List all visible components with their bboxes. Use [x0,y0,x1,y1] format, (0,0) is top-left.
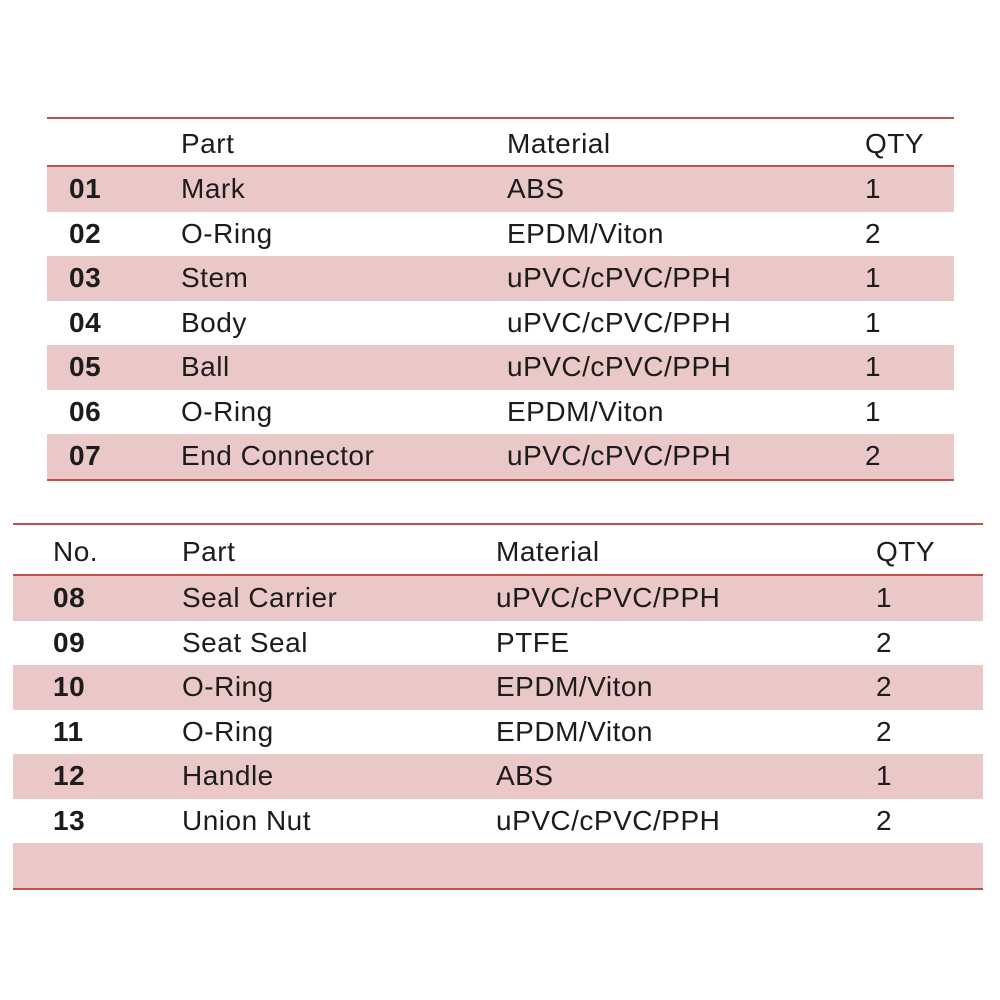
cell-part: Stem [181,262,249,294]
cell-part: End Connector [181,440,375,472]
cell-part: Body [181,306,247,338]
table-header [13,525,983,576]
cell-no: 11 [53,715,84,747]
cell-material: uPVC/cPVC/PPH [507,440,732,472]
cell-material: ABS [507,173,565,205]
cell-material: uPVC/cPVC/PPH [496,804,721,836]
cell-no: 09 [53,626,86,658]
table-header [47,119,954,167]
cell-qty: 1 [876,582,893,614]
header-material: Material [496,535,600,567]
cell-no: 08 [53,582,86,614]
cell-qty: 1 [876,760,893,792]
header-material: Material [507,128,611,159]
cell-part: O-Ring [182,715,274,747]
cell-part: Ball [181,351,230,383]
table-row [47,301,954,346]
cell-no: 04 [69,306,102,338]
cell-qty: 2 [876,804,893,836]
parts-table-1 [47,117,954,481]
table-row [47,256,954,301]
cell-part: Mark [181,173,246,205]
cell-no: 12 [53,760,86,792]
cell-material: uPVC/cPVC/PPH [507,262,732,294]
cell-material: EPDM/Viton [507,395,664,427]
cell-material: ABS [496,760,554,792]
cell-material: uPVC/cPVC/PPH [496,582,721,614]
header-qty: QTY [865,128,925,159]
cell-no: 06 [69,395,102,427]
cell-qty: 2 [865,217,882,249]
cell-part: Seat Seal [182,626,308,658]
table-row [47,167,954,212]
cell-no: 05 [69,351,102,383]
cell-qty: 1 [865,306,882,338]
cell-no: 10 [53,671,86,703]
cell-material: EPDM/Viton [496,671,653,703]
cell-qty: 2 [876,626,893,658]
header-no: No. [53,535,99,567]
cell-no: 01 [69,173,102,205]
table-row [13,799,983,844]
cell-no: 03 [69,262,102,294]
cell-qty: 1 [865,351,882,383]
table-row [13,754,983,799]
table-row [47,345,954,390]
header-part: Part [181,128,235,159]
cell-no: 13 [53,804,86,836]
table-row [47,212,954,257]
cell-material: EPDM/Viton [507,217,664,249]
header-part: Part [182,535,236,567]
table-row-empty [13,843,983,888]
cell-no: 07 [69,440,102,472]
cell-part: Union Nut [182,804,312,836]
cell-material: uPVC/cPVC/PPH [507,306,732,338]
table-row [47,434,954,479]
cell-material: PTFE [496,626,570,658]
cell-qty: 2 [876,715,893,747]
cell-qty: 1 [865,173,882,205]
cell-material: EPDM/Viton [496,715,653,747]
header-qty: QTY [876,535,936,567]
table-row [47,390,954,435]
cell-no: 02 [69,217,102,249]
parts-table-2 [13,523,983,890]
cell-part: O-Ring [181,217,273,249]
cell-part: Seal Carrier [182,582,338,614]
cell-qty: 1 [865,262,882,294]
cell-part: O-Ring [182,671,274,703]
cell-part: Handle [182,760,274,792]
cell-qty: 2 [876,671,893,703]
table-row [13,576,983,621]
table-row [13,665,983,710]
cell-qty: 2 [865,440,882,472]
table-row [13,710,983,755]
table-row [13,621,983,666]
cell-material: uPVC/cPVC/PPH [507,351,732,383]
cell-part: O-Ring [181,395,273,427]
cell-qty: 1 [865,395,882,427]
